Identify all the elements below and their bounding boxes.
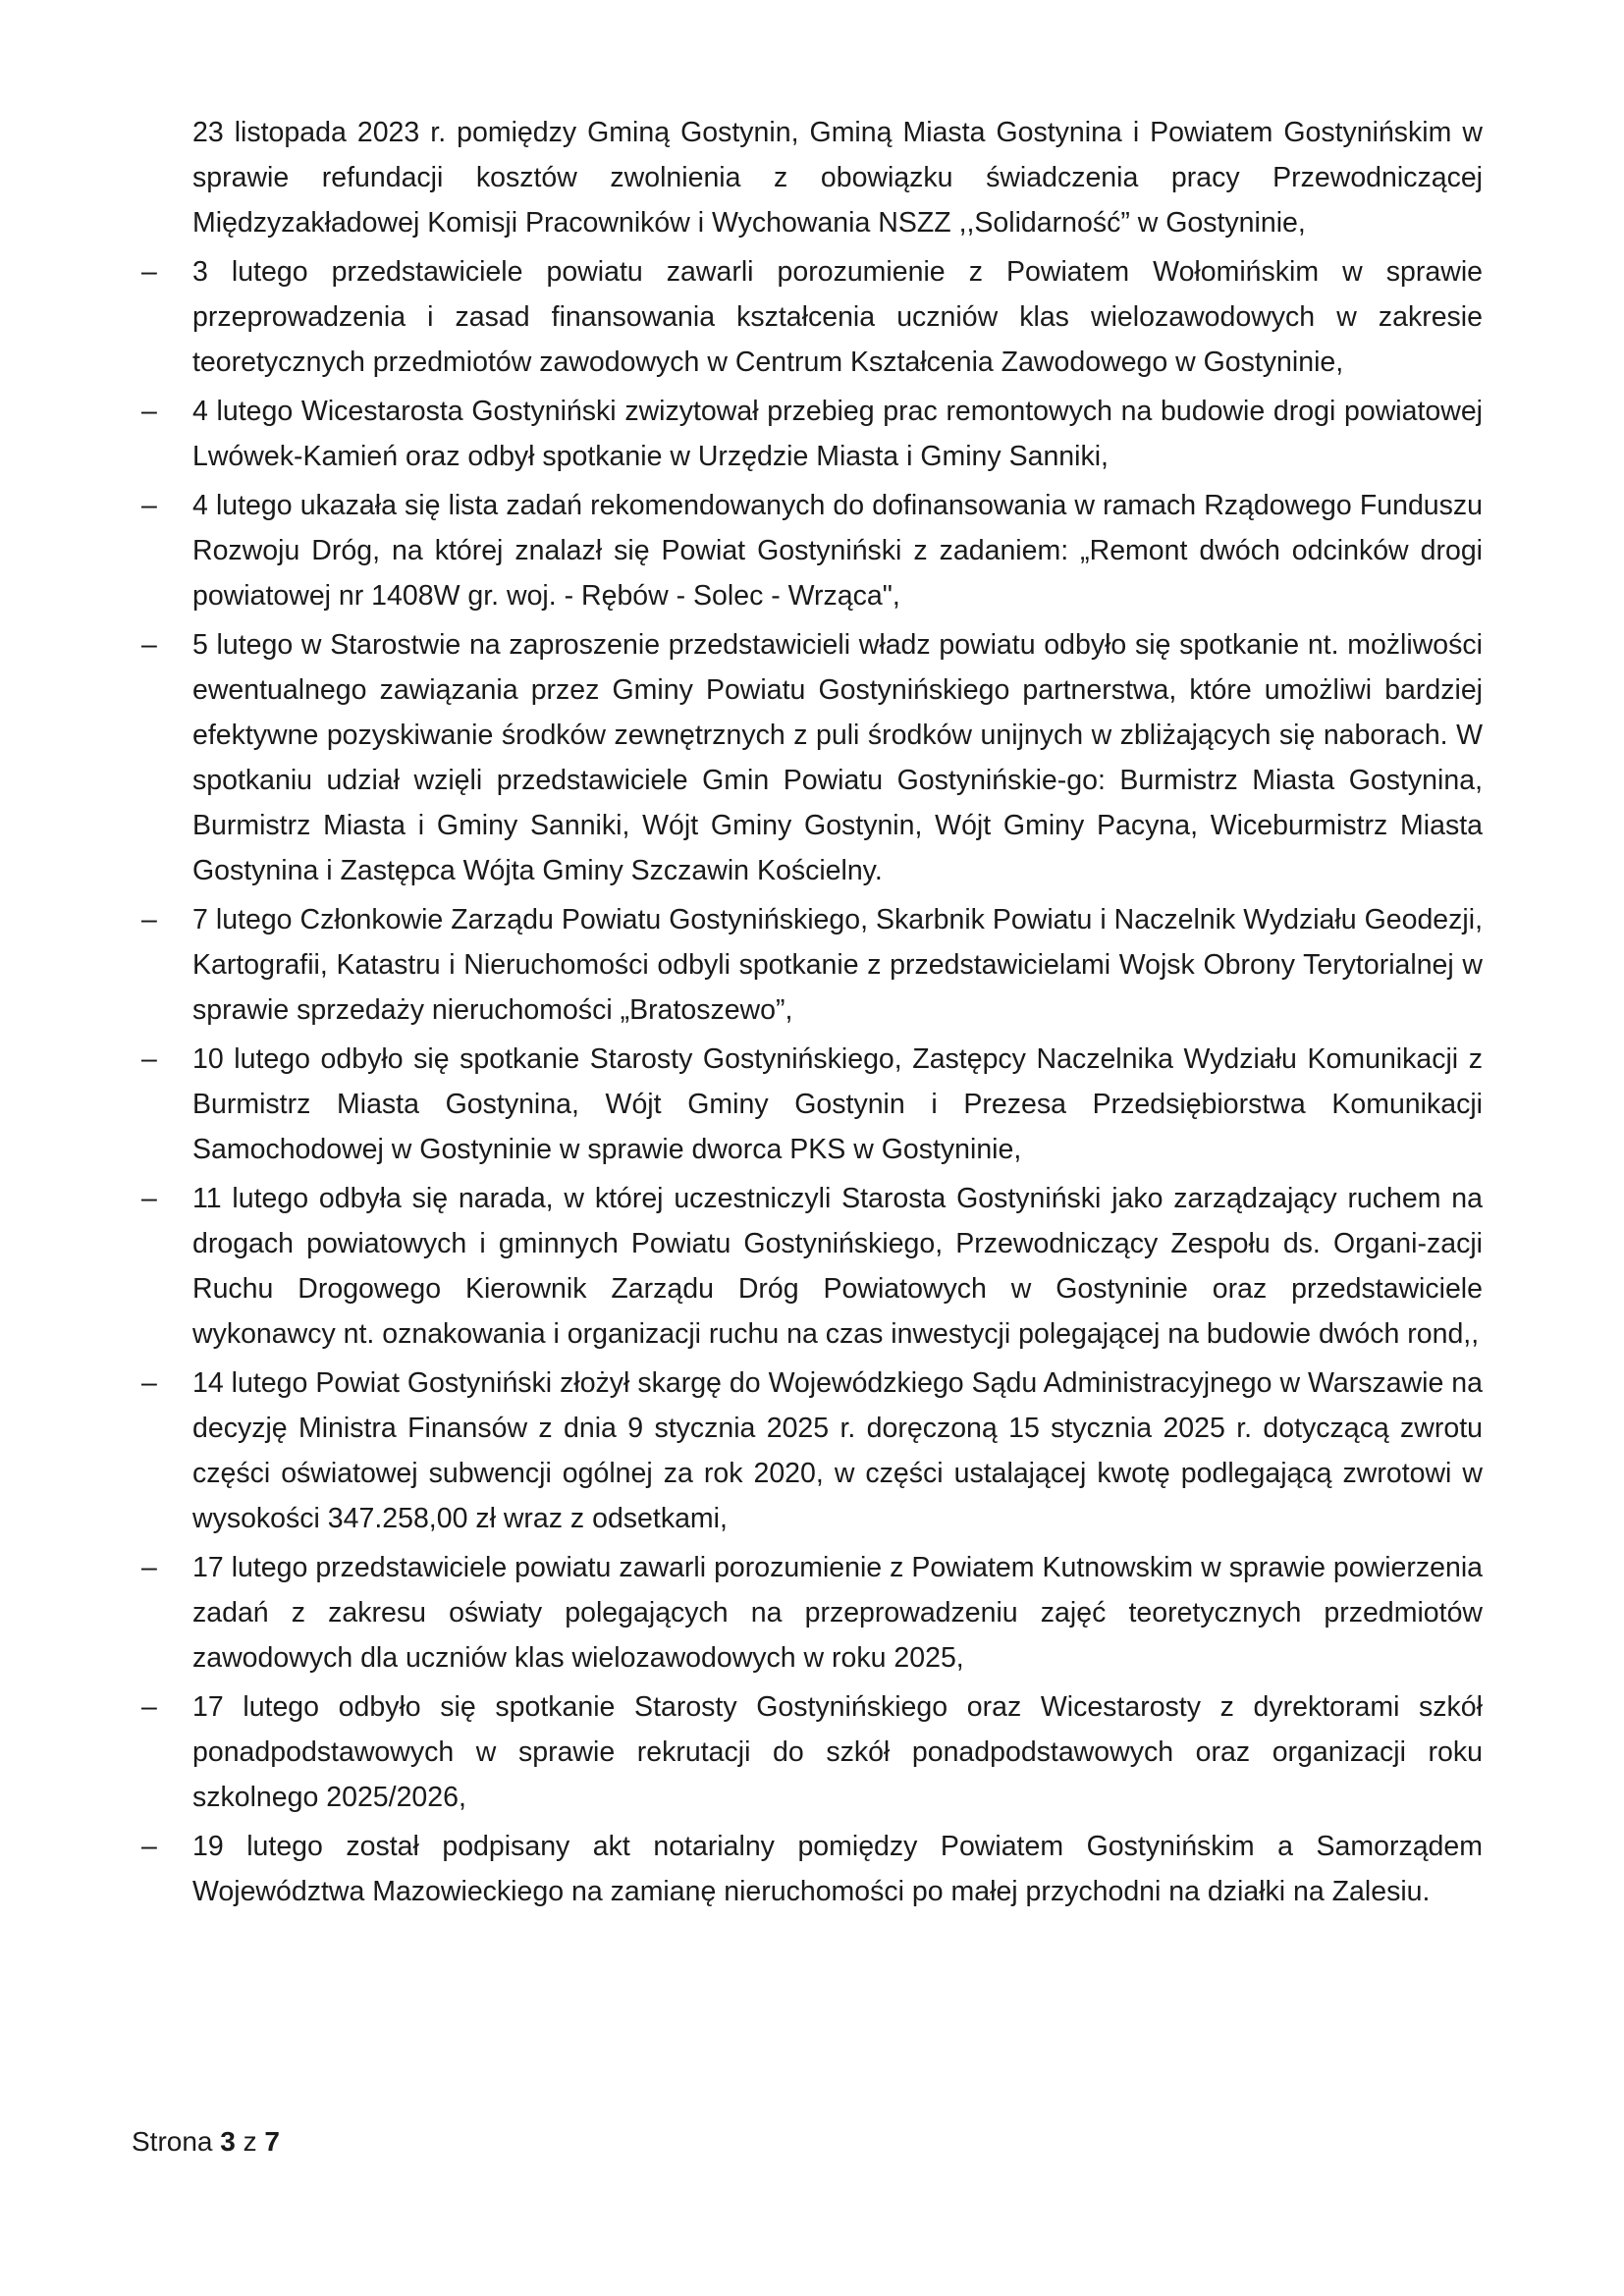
document-body	[141, 110, 1483, 1918]
list-item-text: 14 lutego Powiat Gostyniński złożył skargę do Wojewódzkiego Sądu Administracyjnego w Warszawie na decyzję Ministra Finansów z dnia 9 stycznia 2025 r. doręczoną 15 stycznia 2025 r. dotyczącą zwrotu części oświatowej subwencji ogólnej za rok 2020, w części ustalającej kwotę podlegającą zwrotowi w wysokości 347.258,00 zł wraz z odsetkami,	[192, 1367, 1483, 1534]
bullet-dash: –	[141, 1367, 157, 1399]
bullet-dash: –	[141, 1183, 157, 1214]
list-item	[141, 1176, 1483, 1357]
current-page-number: 3	[220, 2126, 236, 2157]
page-label: Strona	[132, 2126, 213, 2157]
bullet-dash: –	[141, 1043, 157, 1075]
bullet-dash: –	[141, 396, 157, 427]
bullet-dash: –	[141, 904, 157, 935]
list-item-text: 4 lutego ukazała się lista zadań rekomendowanych do dofinansowania w ramach Rządowego Funduszu Rozwoju Dróg, na której znalazł się Powiat Gostyniński z zadaniem: „Remont dwóch odcinków drogi powiatowej nr 1408W gr. woj. - Rębów - Solec - Wrząca",	[192, 490, 1483, 612]
list-item	[141, 897, 1483, 1033]
page-separator: z	[243, 2126, 257, 2157]
bullet-dash: –	[141, 1691, 157, 1723]
total-pages-number: 7	[264, 2126, 280, 2157]
list-item-text: 5 lutego w Starostwie na zaproszenie przedstawicieli władz powiatu odbyło się spotkanie nt. możliwości ewentualnego zawiązania przez Gminy Powiatu Gostynińskiego partnerstwa, które umożliwi bardziej efektywne pozyskiwanie środków zewnętrznych z puli środków unijnych w zbliżających się naborach. W spotkaniu udział wzięli przedstawiciele Gmin Powiatu Gostynińskie-go: Burmistrz Miasta Gostynina, Burmistrz Miasta i Gminy Sanniki, Wójt Gminy Gostynin, Wójt Gminy Pacyna, Wiceburmistrz Miasta Gostynina i Zastępca Wójta Gminy Szczawin Kościelny.	[192, 629, 1483, 886]
list-item-text: 19 lutego został podpisany akt notarialny pomiędzy Powiatem Gostynińskim a Samorządem Województwa Mazowieckiego na zamianę nieruchomości po małej przychodni na działki na Zalesiu.	[192, 1831, 1483, 1907]
list-item	[141, 483, 1483, 618]
lead-paragraph: 23 listopada 2023 r. pomiędzy Gminą Gostynin, Gminą Miasta Gostynina i Powiatem Gostynińskim w sprawie refundacji kosztów zwolnienia z obowiązku świadczenia pracy Przewodniczącej Międzyzakładowej Komisji Pracowników i Wychowania NSZZ ,,Solidarność” w Gostyninie,	[192, 117, 1483, 239]
list-item-text: 17 lutego odbyło się spotkanie Starosty Gostynińskiego oraz Wicestarosty z dyrektorami szkół ponadpodstawowych w sprawie rekrutacji do szkół ponadpodstawowych oraz organizacji roku szkolnego 2025/2026,	[192, 1691, 1483, 1813]
list-item	[141, 1545, 1483, 1681]
list-item	[141, 389, 1483, 479]
list-item	[141, 1037, 1483, 1172]
list-item	[141, 1824, 1483, 1914]
list-item-text: 17 lutego przedstawiciele powiatu zawarli porozumienie z Powiatem Kutnowskim w sprawie powierzenia zadań z zakresu oświaty polegających na przeprowadzeniu zajęć teoretycznych przedmiotów zawodowych dla uczniów klas wielozawodowych w roku 2025,	[192, 1552, 1483, 1674]
bullet-dash: –	[141, 1552, 157, 1583]
bullet-dash: –	[141, 256, 157, 288]
bullet-dash: –	[141, 629, 157, 661]
list-item-text: 3 lutego przedstawiciele powiatu zawarli porozumienie z Powiatem Wołomińskim w sprawie przeprowadzenia i zasad finansowania kształcenia uczniów klas wielozawodowych w zakresie teoretycznych przedmiotów zawodowych w Centrum Kształcenia Zawodowego w Gostyninie,	[192, 256, 1483, 378]
list-item-text: 10 lutego odbyło się spotkanie Starosty Gostynińskiego, Zastępcy Naczelnika Wydziału Komunikacji z Burmistrz Miasta Gostynina, Wójt Gminy Gostynin i Prezesa Przedsiębiorstwa Komunikacji Samochodowej w Gostyninie w sprawie dworca PKS w Gostyninie,	[192, 1043, 1483, 1165]
list-item-text: 11 lutego odbyła się narada, w której uczestniczyli Starosta Gostyniński jako zarządzający ruchem na drogach powiatowych i gminnych Powiatu Gostynińskiego, Przewodniczący Zespołu ds. Organi-zacji Ruchu Drogowego Kierownik Zarządu Dróg Powiatowych w Gostyninie oraz przedstawiciele wykonawcy nt. oznakowania i organizacji ruchu na czas inwestycji polegającej na budowie dwóch rond,,	[192, 1183, 1483, 1350]
list-item-text: 4 lutego Wicestarosta Gostyniński zwizytował przebieg prac remontowych na budowie drogi powiatowej Lwówek-Kamień oraz odbył spotkanie w Urzędzie Miasta i Gminy Sanniki,	[192, 396, 1483, 472]
list-item	[141, 622, 1483, 893]
event-list	[141, 249, 1483, 1914]
page-number-footer	[132, 2122, 280, 2162]
bullet-dash: –	[141, 490, 157, 521]
bullet-dash: –	[141, 1831, 157, 1862]
list-item	[141, 1684, 1483, 1820]
list-item	[141, 249, 1483, 385]
list-item-text: 7 lutego Członkowie Zarządu Powiatu Gostynińskiego, Skarbnik Powiatu i Naczelnik Wydziału Geodezji, Kartografii, Katastru i Nieruchomości odbyli spotkanie z przedstawicielami Wojsk Obrony Terytorialnej w sprawie sprzedaży nieruchomości „Bratoszewo”,	[192, 904, 1483, 1026]
list-item	[141, 1361, 1483, 1541]
